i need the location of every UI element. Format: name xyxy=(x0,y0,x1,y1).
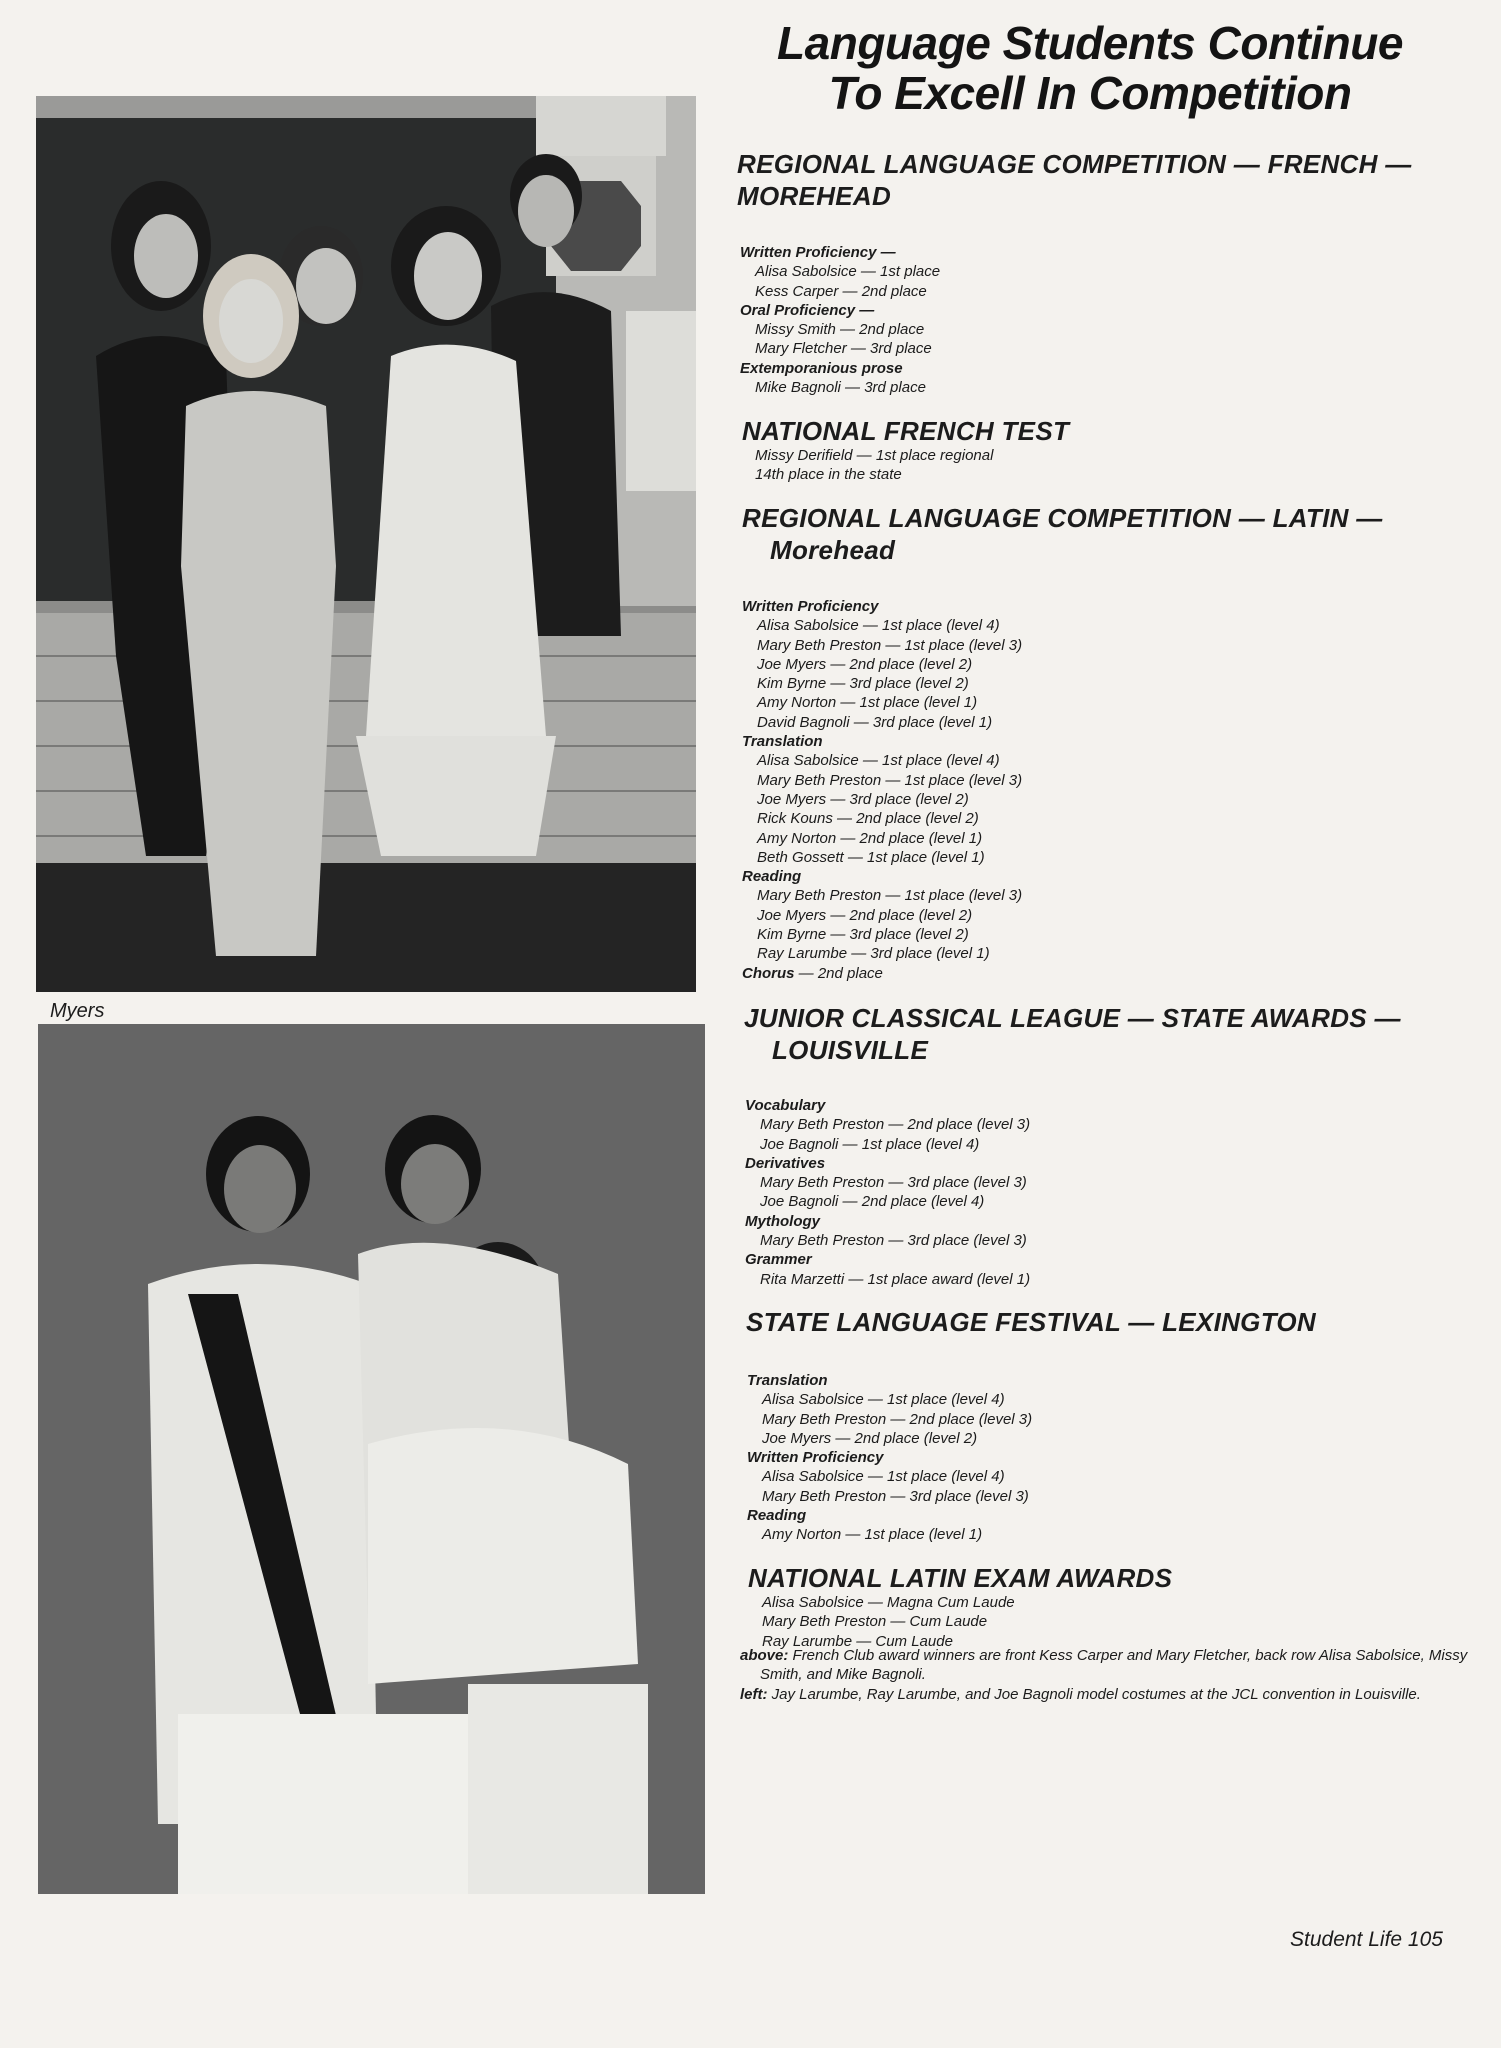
section-body-french-regional xyxy=(740,243,940,397)
award-entry: Amy Norton — 1st place (level 1) xyxy=(757,694,978,712)
award-entry: Ray Larumbe — Cum Laude xyxy=(762,1632,953,1650)
award-category: Translation xyxy=(742,733,823,751)
award-entry: Mary Beth Preston — Cum Laude xyxy=(762,1613,988,1631)
award-entry: Alisa Sabolsice — 1st place (level 4) xyxy=(757,752,1000,770)
award-entry: Missy Smith — 2nd place xyxy=(755,321,925,339)
award-category: Chorus xyxy=(742,964,795,982)
chorus-award-line xyxy=(742,964,1022,983)
heading-line: Morehead xyxy=(770,535,896,565)
section-body-latin-exam xyxy=(747,1593,1015,1651)
award-entry: Mike Bagnoli — 3rd place xyxy=(755,379,926,397)
award-entry: Kim Byrne — 3rd place (level 2) xyxy=(757,926,969,944)
heading-line: NATIONAL LATIN EXAM AWARDS xyxy=(748,1563,1173,1593)
award-entry: 14th place in the state xyxy=(755,466,902,484)
heading-line: REGIONAL LANGUAGE COMPETITION — FRENCH — xyxy=(737,149,1412,179)
award-entry: Mary Beth Preston — 1st place (level 3) xyxy=(757,636,1023,654)
award-entry: Alisa Sabolsice — 1st place (level 4) xyxy=(762,1468,1005,1486)
award-entry: Joe Myers — 2nd place (level 2) xyxy=(757,655,973,673)
caption-text: Jay Larumbe, Ray Larumbe, and Joe Bagnoli model costumes at the JCL convention in Louisville. xyxy=(767,1685,1421,1703)
section-heading-national-french xyxy=(742,415,1069,447)
award-entry: Alisa Sabolsice — 1st place xyxy=(755,263,941,281)
award-entry: — 2nd place xyxy=(794,964,883,982)
award-category: Reading xyxy=(742,868,802,886)
heading-line: MOREHEAD xyxy=(737,181,892,211)
section-heading-jcl-state xyxy=(744,1002,1401,1066)
section-heading-state-festival xyxy=(746,1306,1316,1338)
heading-line: REGIONAL LANGUAGE COMPETITION — LATIN — xyxy=(742,503,1383,533)
award-entry: Amy Norton — 1st place (level 1) xyxy=(762,1526,983,1544)
award-category: Written Proficiency xyxy=(747,1449,884,1467)
award-category: Written Proficiency — xyxy=(740,244,896,261)
award-entry: Mary Fletcher — 3rd place xyxy=(755,340,932,358)
section-body-state-festival xyxy=(747,1371,1032,1545)
award-entry: Missy Derifield — 1st place regional xyxy=(755,447,994,464)
page-title xyxy=(740,18,1440,118)
award-entry: Joe Bagnoli — 1st place (level 4) xyxy=(760,1135,980,1153)
award-entry: Joe Myers — 2nd place (level 2) xyxy=(757,906,973,924)
award-entry: Mary Beth Preston — 2nd place (level 3) xyxy=(760,1116,1031,1134)
award-category: Oral Proficiency — xyxy=(740,301,875,319)
french-club-photo xyxy=(36,96,696,992)
award-entry: Alisa Sabolsice — 1st place (level 4) xyxy=(757,617,1000,635)
award-entry: Mary Beth Preston — 1st place (level 3) xyxy=(757,887,1023,905)
page-folio: Student Life 105 xyxy=(1290,1928,1443,1951)
caption-label: left: xyxy=(740,1685,768,1703)
award-entry: Mary Beth Preston — 3rd place (level 3) xyxy=(760,1174,1027,1192)
heading-line: STATE LANGUAGE FESTIVAL — LEXINGTON xyxy=(746,1307,1317,1337)
award-entry: Alisa Sabolsice — 1st place (level 4) xyxy=(762,1391,1005,1409)
heading-line: LOUISVILLE xyxy=(772,1035,929,1065)
award-entry: Beth Gossett — 1st place (level 1) xyxy=(757,848,985,866)
caption-text: French Club award winners are front Kess Carper and Mary Fletcher, back row Alisa Sabolsice, Missy Smith, and Mike Bagnoli. xyxy=(760,1647,1468,1684)
award-entry: Joe Myers — 3rd place (level 2) xyxy=(757,790,969,808)
award-entry: Ray Larumbe — 3rd place (level 1) xyxy=(757,945,990,963)
caption-above xyxy=(740,1646,1480,1685)
title-line-1: Language Students Continue xyxy=(777,17,1403,69)
photo-captions xyxy=(740,1646,1480,1704)
award-entry: Mary Beth Preston — 1st place (level 3) xyxy=(757,771,1023,789)
award-category: Derivatives xyxy=(745,1154,826,1172)
award-entry: Mary Beth Preston — 3rd place (level 3) xyxy=(760,1232,1027,1250)
award-entry: Alisa Sabolsice — Magna Cum Laude xyxy=(762,1594,1015,1611)
section-heading-latin-exam xyxy=(748,1562,1172,1594)
caption-left xyxy=(740,1685,1480,1704)
section-heading-latin-regional xyxy=(742,502,1383,566)
award-category: Written Proficiency xyxy=(742,598,879,615)
title-line-2: To Excell In Competition xyxy=(828,67,1352,119)
award-entry: Kim Byrne — 3rd place (level 2) xyxy=(757,675,969,693)
award-entry: David Bagnoli — 3rd place (level 1) xyxy=(757,713,993,731)
award-category: Extemporanious prose xyxy=(740,359,903,377)
award-entry: Joe Bagnoli — 2nd place (level 4) xyxy=(760,1193,985,1211)
heading-line: NATIONAL FRENCH TEST xyxy=(742,416,1070,446)
award-entry: Rick Kouns — 2nd place (level 2) xyxy=(757,810,979,828)
award-entry: Mary Beth Preston — 3rd place (level 3) xyxy=(762,1487,1029,1505)
award-category: Grammer xyxy=(745,1251,812,1269)
section-body-jcl-state xyxy=(745,1096,1030,1289)
section-body-latin-regional xyxy=(742,597,1022,983)
award-category: Mythology xyxy=(745,1212,820,1230)
section-body-national-french xyxy=(740,446,993,485)
section-heading-french-regional xyxy=(737,148,1412,212)
heading-line: JUNIOR CLASSICAL LEAGUE — STATE AWARDS — xyxy=(744,1003,1401,1033)
award-category: Reading xyxy=(747,1507,807,1525)
award-entry: Mary Beth Preston — 2nd place (level 3) xyxy=(762,1410,1033,1428)
award-entry: Joe Myers — 2nd place (level 2) xyxy=(762,1429,978,1447)
jcl-costume-photo xyxy=(38,1024,705,1894)
award-category: Vocabulary xyxy=(745,1097,826,1114)
award-entry: Kess Carper — 2nd place xyxy=(755,282,927,300)
award-entry: Rita Marzetti — 1st place award (level 1) xyxy=(760,1270,1031,1288)
caption-label: above: xyxy=(740,1647,789,1664)
award-category: Translation xyxy=(747,1372,828,1389)
photo-credit: Myers xyxy=(50,1000,105,1022)
award-entry: Amy Norton — 2nd place (level 1) xyxy=(757,829,983,847)
